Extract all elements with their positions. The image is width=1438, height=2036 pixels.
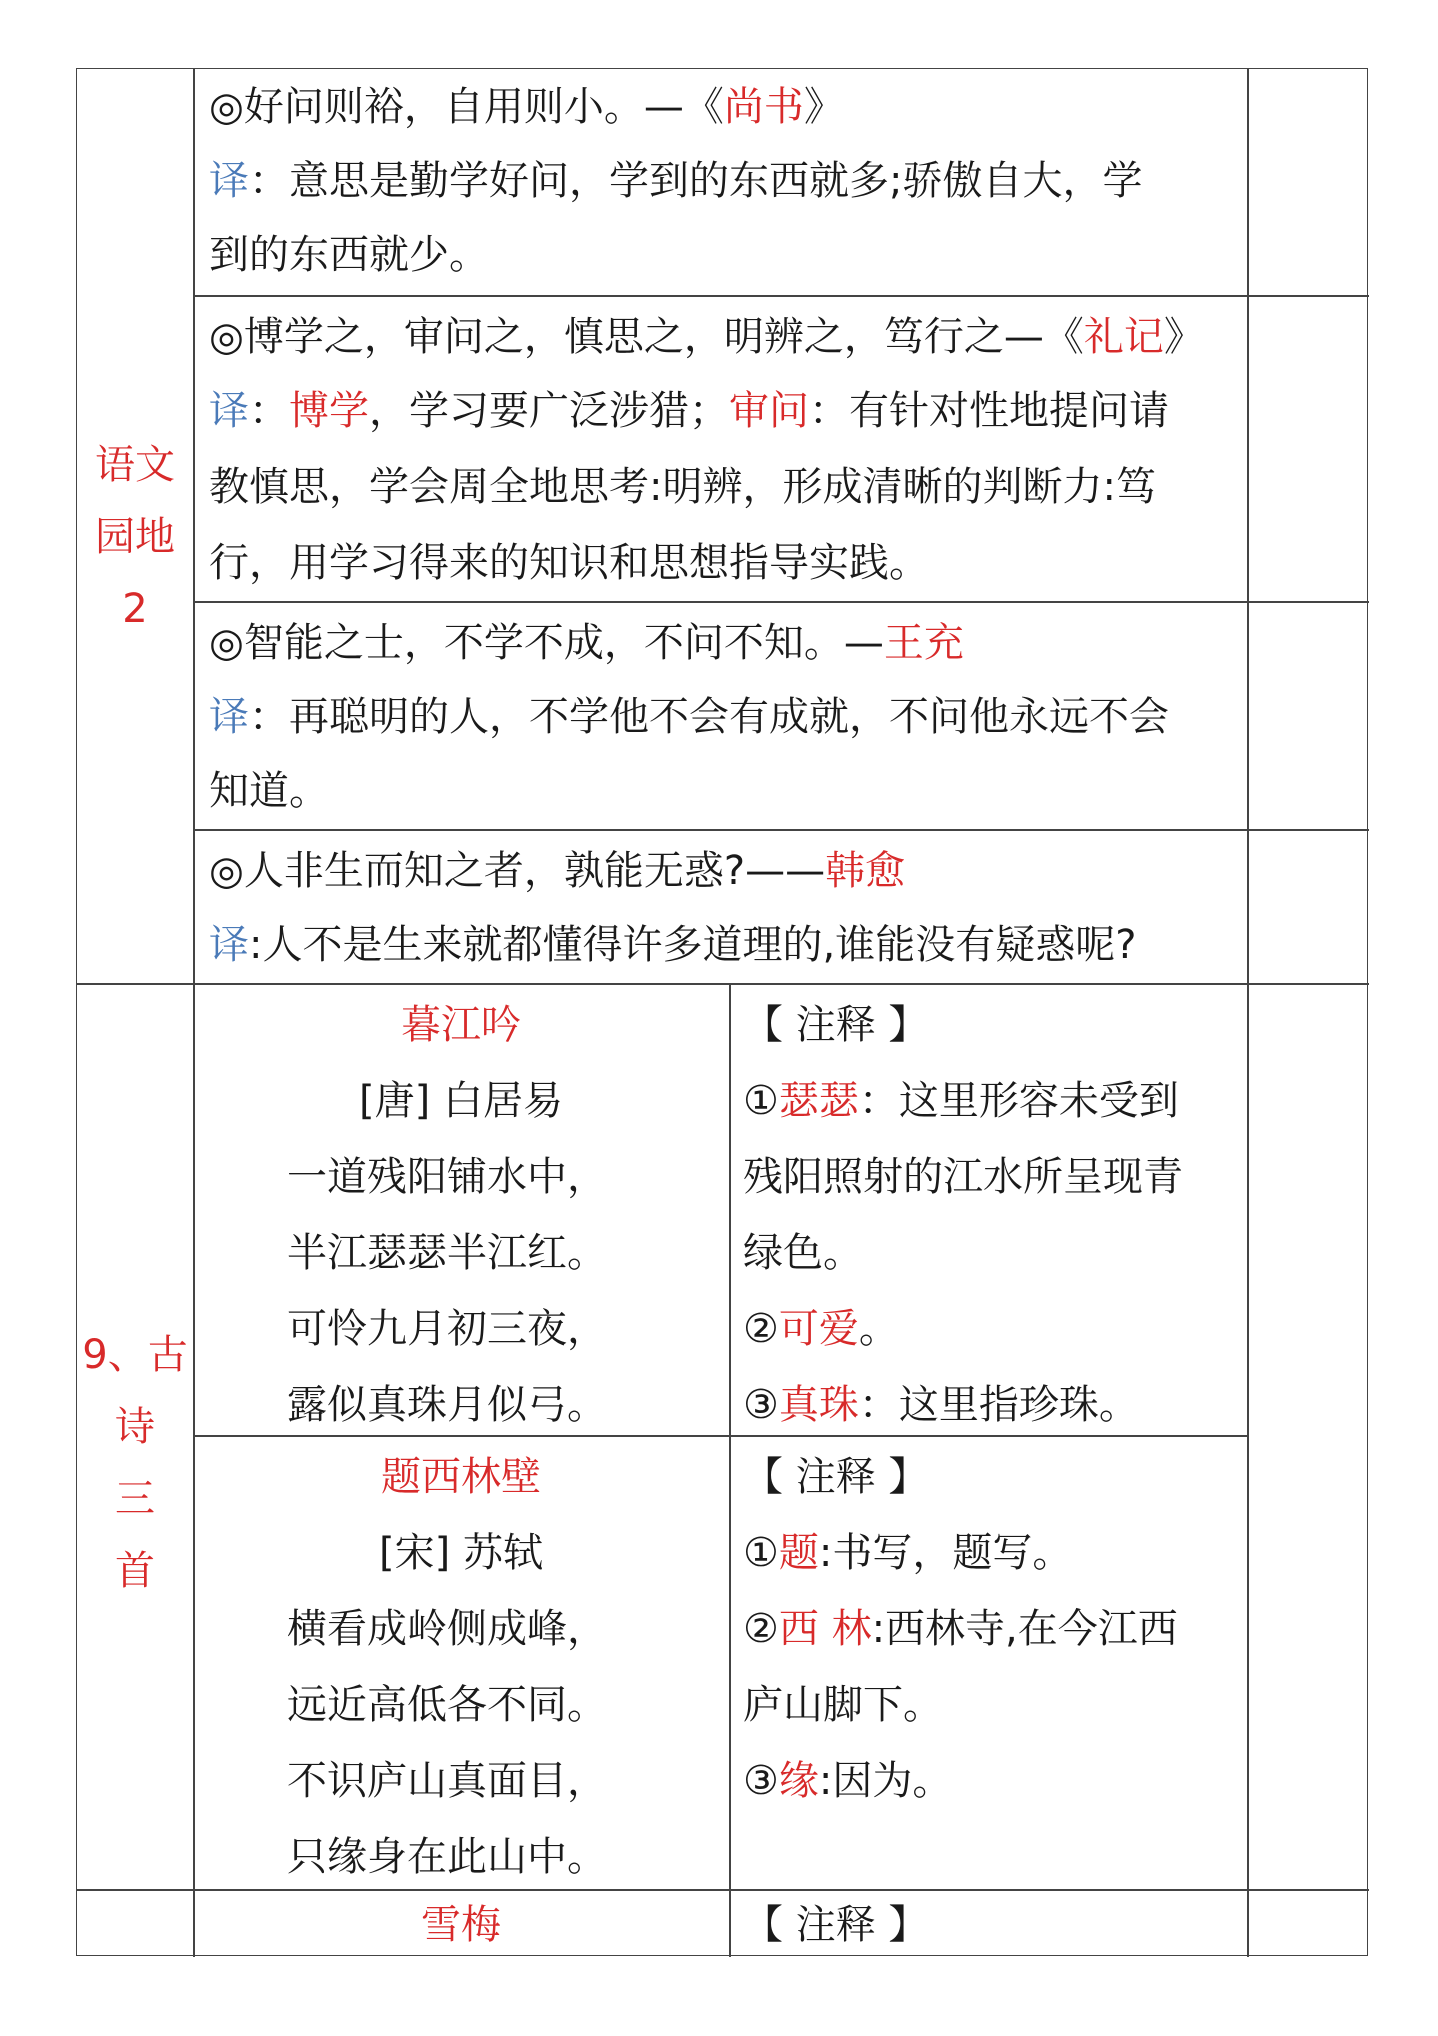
- poem-line: 可怜九月初三夜，: [287, 1306, 607, 1352]
- notes-header: 【 注释 】: [743, 1002, 929, 1048]
- poem-line: 不识庐山真面目，: [287, 1758, 607, 1804]
- translation-line: 译：意思是勤学好问，学到的东西就多;骄傲自大，学: [209, 158, 1143, 204]
- divider: [193, 829, 1369, 831]
- translation-line: 译:人不是生来就都懂得许多道理的,谁能没有疑惑呢?: [209, 922, 1137, 968]
- quote-line: ◎好问则裕，自用则小。—《尚书》: [209, 84, 844, 130]
- translation-line: 到的东西就少。: [209, 232, 489, 278]
- divider: [729, 983, 731, 1957]
- note-line: ①瑟瑟：这里形容未受到: [743, 1078, 1179, 1124]
- quote-line: ◎博学之，审问之，慎思之，明辨之，笃行之—《礼记》: [209, 314, 1204, 360]
- poem-line: 只缘身在此山中。: [287, 1834, 607, 1880]
- poem-line: 远近高低各不同。: [287, 1682, 607, 1728]
- divider: [1247, 69, 1249, 1957]
- note-line: ③缘:因为。: [743, 1758, 953, 1804]
- translation-line: 译：博学，学习要广泛涉猎；审问：有针对性地提问请: [209, 388, 1169, 434]
- note-line: ③真珠：这里指珍珠。: [743, 1382, 1139, 1428]
- note-line: 绿色。: [743, 1230, 863, 1276]
- translation-line: 知道。: [209, 768, 329, 814]
- poem-line: 一道残阳铺水中，: [287, 1154, 607, 1200]
- poem-title: 雪梅: [421, 1902, 501, 1948]
- section-label: 语文 园地 2: [95, 442, 175, 632]
- quote-line: ◎智能之士，不学不成，不问不知。—王充: [209, 620, 964, 666]
- note-line: ①题:书写，题写。: [743, 1530, 1073, 1576]
- poem-author: [唐] 白居易: [359, 1078, 563, 1124]
- notes-table: [76, 68, 1368, 1956]
- poem-title: 题西林壁: [381, 1454, 541, 1500]
- translation-line: 译：再聪明的人，不学他不会有成就，不问他永远不会: [209, 694, 1169, 740]
- quote-line: ◎人非生而知之者，孰能无惑?——韩愈: [209, 848, 906, 894]
- note-line: 残阳照射的江水所呈现青: [743, 1154, 1183, 1200]
- divider: [77, 983, 1369, 985]
- section-label: 9、古 诗 三 首: [82, 1332, 188, 1594]
- translation-line: 行，用学习得来的知识和思想指导实践。: [209, 540, 929, 586]
- notes-header: 【 注释 】: [743, 1902, 929, 1948]
- divider: [193, 295, 1369, 297]
- poem-title: 暮江吟: [401, 1002, 521, 1048]
- translation-line: 教慎思，学会周全地思考:明辨，形成清晰的判断力:笃: [209, 464, 1156, 510]
- note-line: ②西 林:西林寺,在今江西: [743, 1606, 1178, 1652]
- poem-line: 露似真珠月似弓。: [287, 1382, 607, 1428]
- poem-line: 半江瑟瑟半江红。: [287, 1230, 607, 1276]
- note-line: ②可爱。: [743, 1306, 899, 1352]
- divider: [193, 601, 1369, 603]
- notes-header: 【 注释 】: [743, 1454, 929, 1500]
- poem-author: [宋] 苏轼: [379, 1530, 543, 1576]
- note-line: 庐山脚下。: [743, 1682, 943, 1728]
- poem-line: 横看成岭侧成峰，: [287, 1606, 607, 1652]
